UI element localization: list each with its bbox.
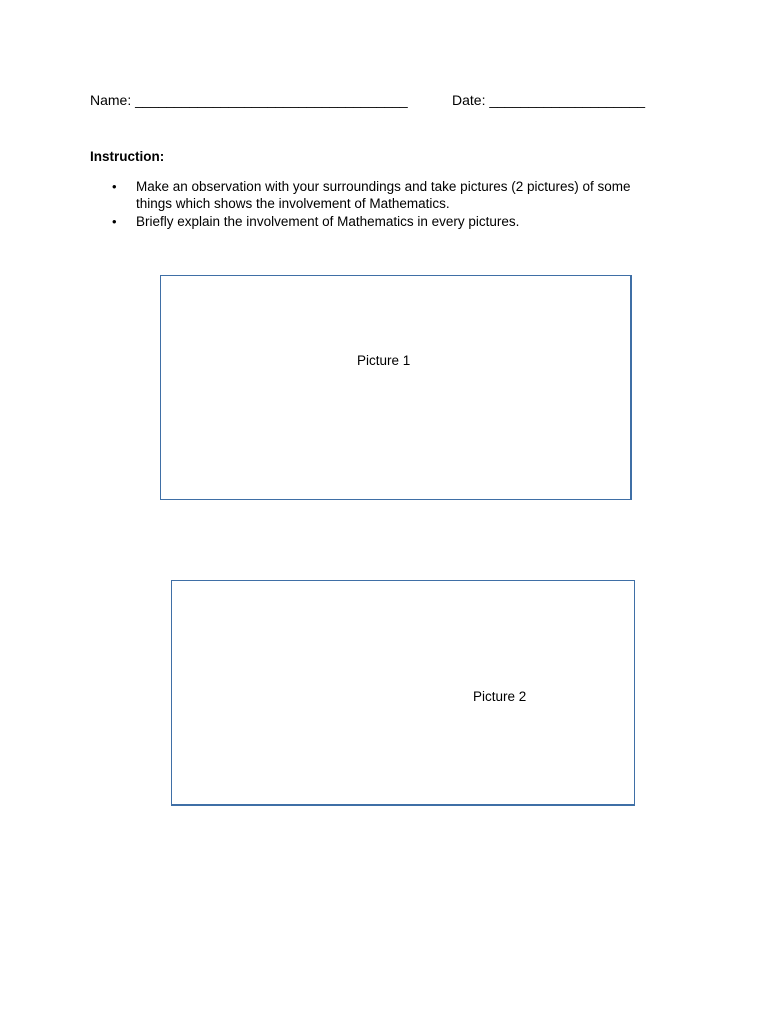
instruction-heading: Instruction: <box>90 149 165 164</box>
name-field-line: Name: ___________________________________ <box>90 92 408 108</box>
bullet-icon: • <box>112 214 117 229</box>
picture-label: Picture 1 <box>357 353 411 368</box>
instruction-item-text: Briefly explain the involvement of Mathematics in every pictures. <box>136 214 520 229</box>
picture-label: Picture 2 <box>473 689 527 704</box>
instruction-item-text: Make an observation with your surroundings and take pictures (2 pictures) of some things which shows the involvement of Mathematics. <box>136 179 631 211</box>
bullet-icon: • <box>112 179 117 194</box>
picture-box-1 <box>160 275 632 500</box>
list-item <box>90 213 670 230</box>
picture-box-2 <box>171 580 635 806</box>
date-field-line: Date: ____________________ <box>452 92 646 108</box>
instruction-list <box>90 178 670 231</box>
list-item <box>90 178 670 212</box>
